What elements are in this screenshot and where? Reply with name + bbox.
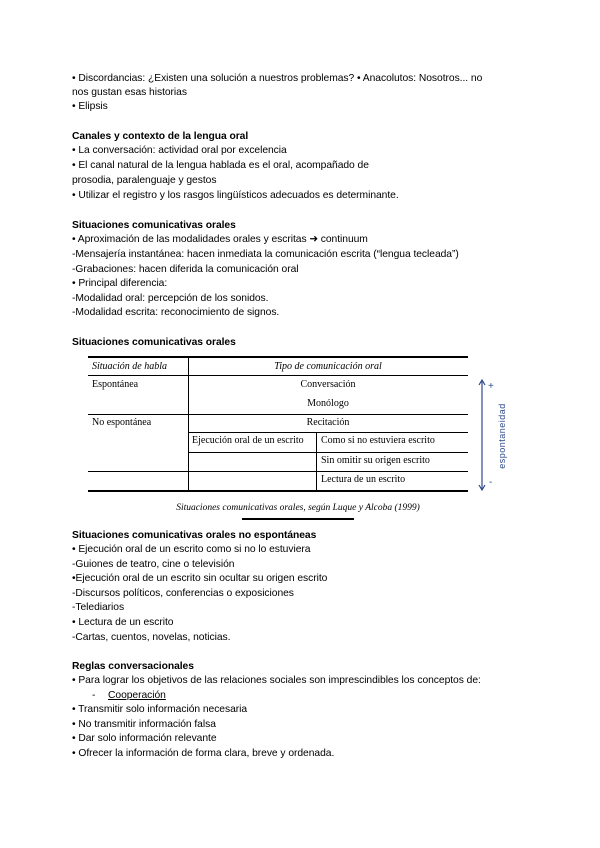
list-item: • Dar solo información relevante: [72, 733, 217, 744]
list-item: -Cartas, cuentos, novelas, noticias.: [72, 632, 231, 643]
intro-line: nos gustan esas historias: [72, 87, 187, 98]
table-header-situacion: Situación de habla: [92, 361, 167, 372]
intro-line: • Elipsis: [72, 101, 108, 112]
section-heading-situaciones: Situaciones comunicativas orales: [72, 220, 236, 231]
table-rule: [88, 490, 468, 492]
list-item: -Telediarios: [72, 602, 125, 613]
section-heading-reglas: Reglas conversacionales: [72, 661, 194, 672]
table-rule: [188, 432, 468, 433]
list-item: -Grabaciones: hacen diferida la comunicación oral: [72, 264, 299, 275]
table-rule: [88, 471, 468, 472]
list-item: • Ejecución oral de un escrito como si no lo estuviera: [72, 544, 311, 555]
table-cell: Espontánea: [92, 379, 139, 390]
list-item: -Modalidad oral: percepción de los sonidos.: [72, 293, 269, 304]
list-item: -Modalidad escrita: reconocimiento de signos.: [72, 307, 280, 318]
list-item: • Utilizar el registro y los rasgos lingüísticos adecuados es determinante.: [72, 190, 399, 201]
list-item: -Guiones de teatro, cine o televisión: [72, 559, 235, 570]
table-cell: Ejecución oral de un escrito: [192, 435, 304, 446]
table-cell: Como si no estuviera escrito: [321, 435, 435, 446]
section-heading-no-espontaneas: Situaciones comunicativas orales no espontáneas: [72, 530, 317, 541]
table-rule: [316, 432, 317, 490]
list-item: • No transmitir información falsa: [72, 719, 216, 730]
list-item: prosodia, paralenguaje y gestos: [72, 175, 217, 186]
table-cell: Monólogo: [307, 398, 349, 409]
table-header-tipo: Tipo de comunicación oral: [274, 361, 382, 372]
table-rule: [88, 375, 468, 376]
list-item: • La conversación: actividad oral por excelencia: [72, 145, 287, 156]
table-cell: No espontánea: [92, 417, 152, 428]
situations-table: [88, 356, 468, 492]
list-item: • El canal natural de la lengua hablada es el oral, acompañado de: [72, 160, 369, 171]
list-item: •Ejecución oral de un escrito sin ocultar su origen escrito: [72, 573, 328, 584]
list-item: • Transmitir solo información necesaria: [72, 704, 248, 715]
list-item: • Lectura de un escrito: [72, 617, 174, 628]
table-caption: Situaciones comunicativas orales, según Luque y Alcoba (1999): [176, 503, 420, 513]
list-item: • Principal diferencia:: [72, 278, 168, 289]
table-rule: [188, 452, 468, 453]
intro-line: • Discordancias: ¿Existen una solución a nuestros problemas? • Anacolutos: Nosotros... no: [72, 73, 483, 84]
sub-item-dash: -: [92, 690, 96, 701]
table-rule: [88, 356, 468, 358]
table-cell: Conversación: [300, 379, 356, 390]
table-cell: Sin omitir su origen escrito: [321, 455, 430, 466]
axis-minus: -: [489, 477, 493, 488]
list-item: • Para lograr los objetivos de las relaciones sociales son imprescindibles los conceptos de:: [72, 675, 481, 686]
section-heading-situaciones-tabla: Situaciones comunicativas orales: [72, 337, 236, 348]
section-heading-canales: Canales y contexto de la lengua oral: [72, 131, 249, 142]
axis-label: espontaneidad: [497, 403, 507, 469]
list-item: • Aproximación de las modalidades orales y escritas ➜ continuum: [72, 234, 368, 245]
table-rule: [88, 414, 468, 415]
sub-item-cooperacion: Cooperación: [108, 690, 166, 701]
list-item: • Ofrecer la información de forma clara, breve y ordenada.: [72, 748, 335, 759]
table-cell: Lectura de un escrito: [321, 474, 406, 485]
list-item: -Discursos políticos, conferencias o exposiciones: [72, 588, 294, 599]
axis-plus: +: [488, 381, 494, 392]
caption-underline: [242, 518, 354, 520]
list-item: -Mensajería instantánea: hacen inmediata la comunicación escrita (“lengua tecleada”): [72, 249, 459, 260]
table-cell: Recitación: [306, 417, 350, 428]
